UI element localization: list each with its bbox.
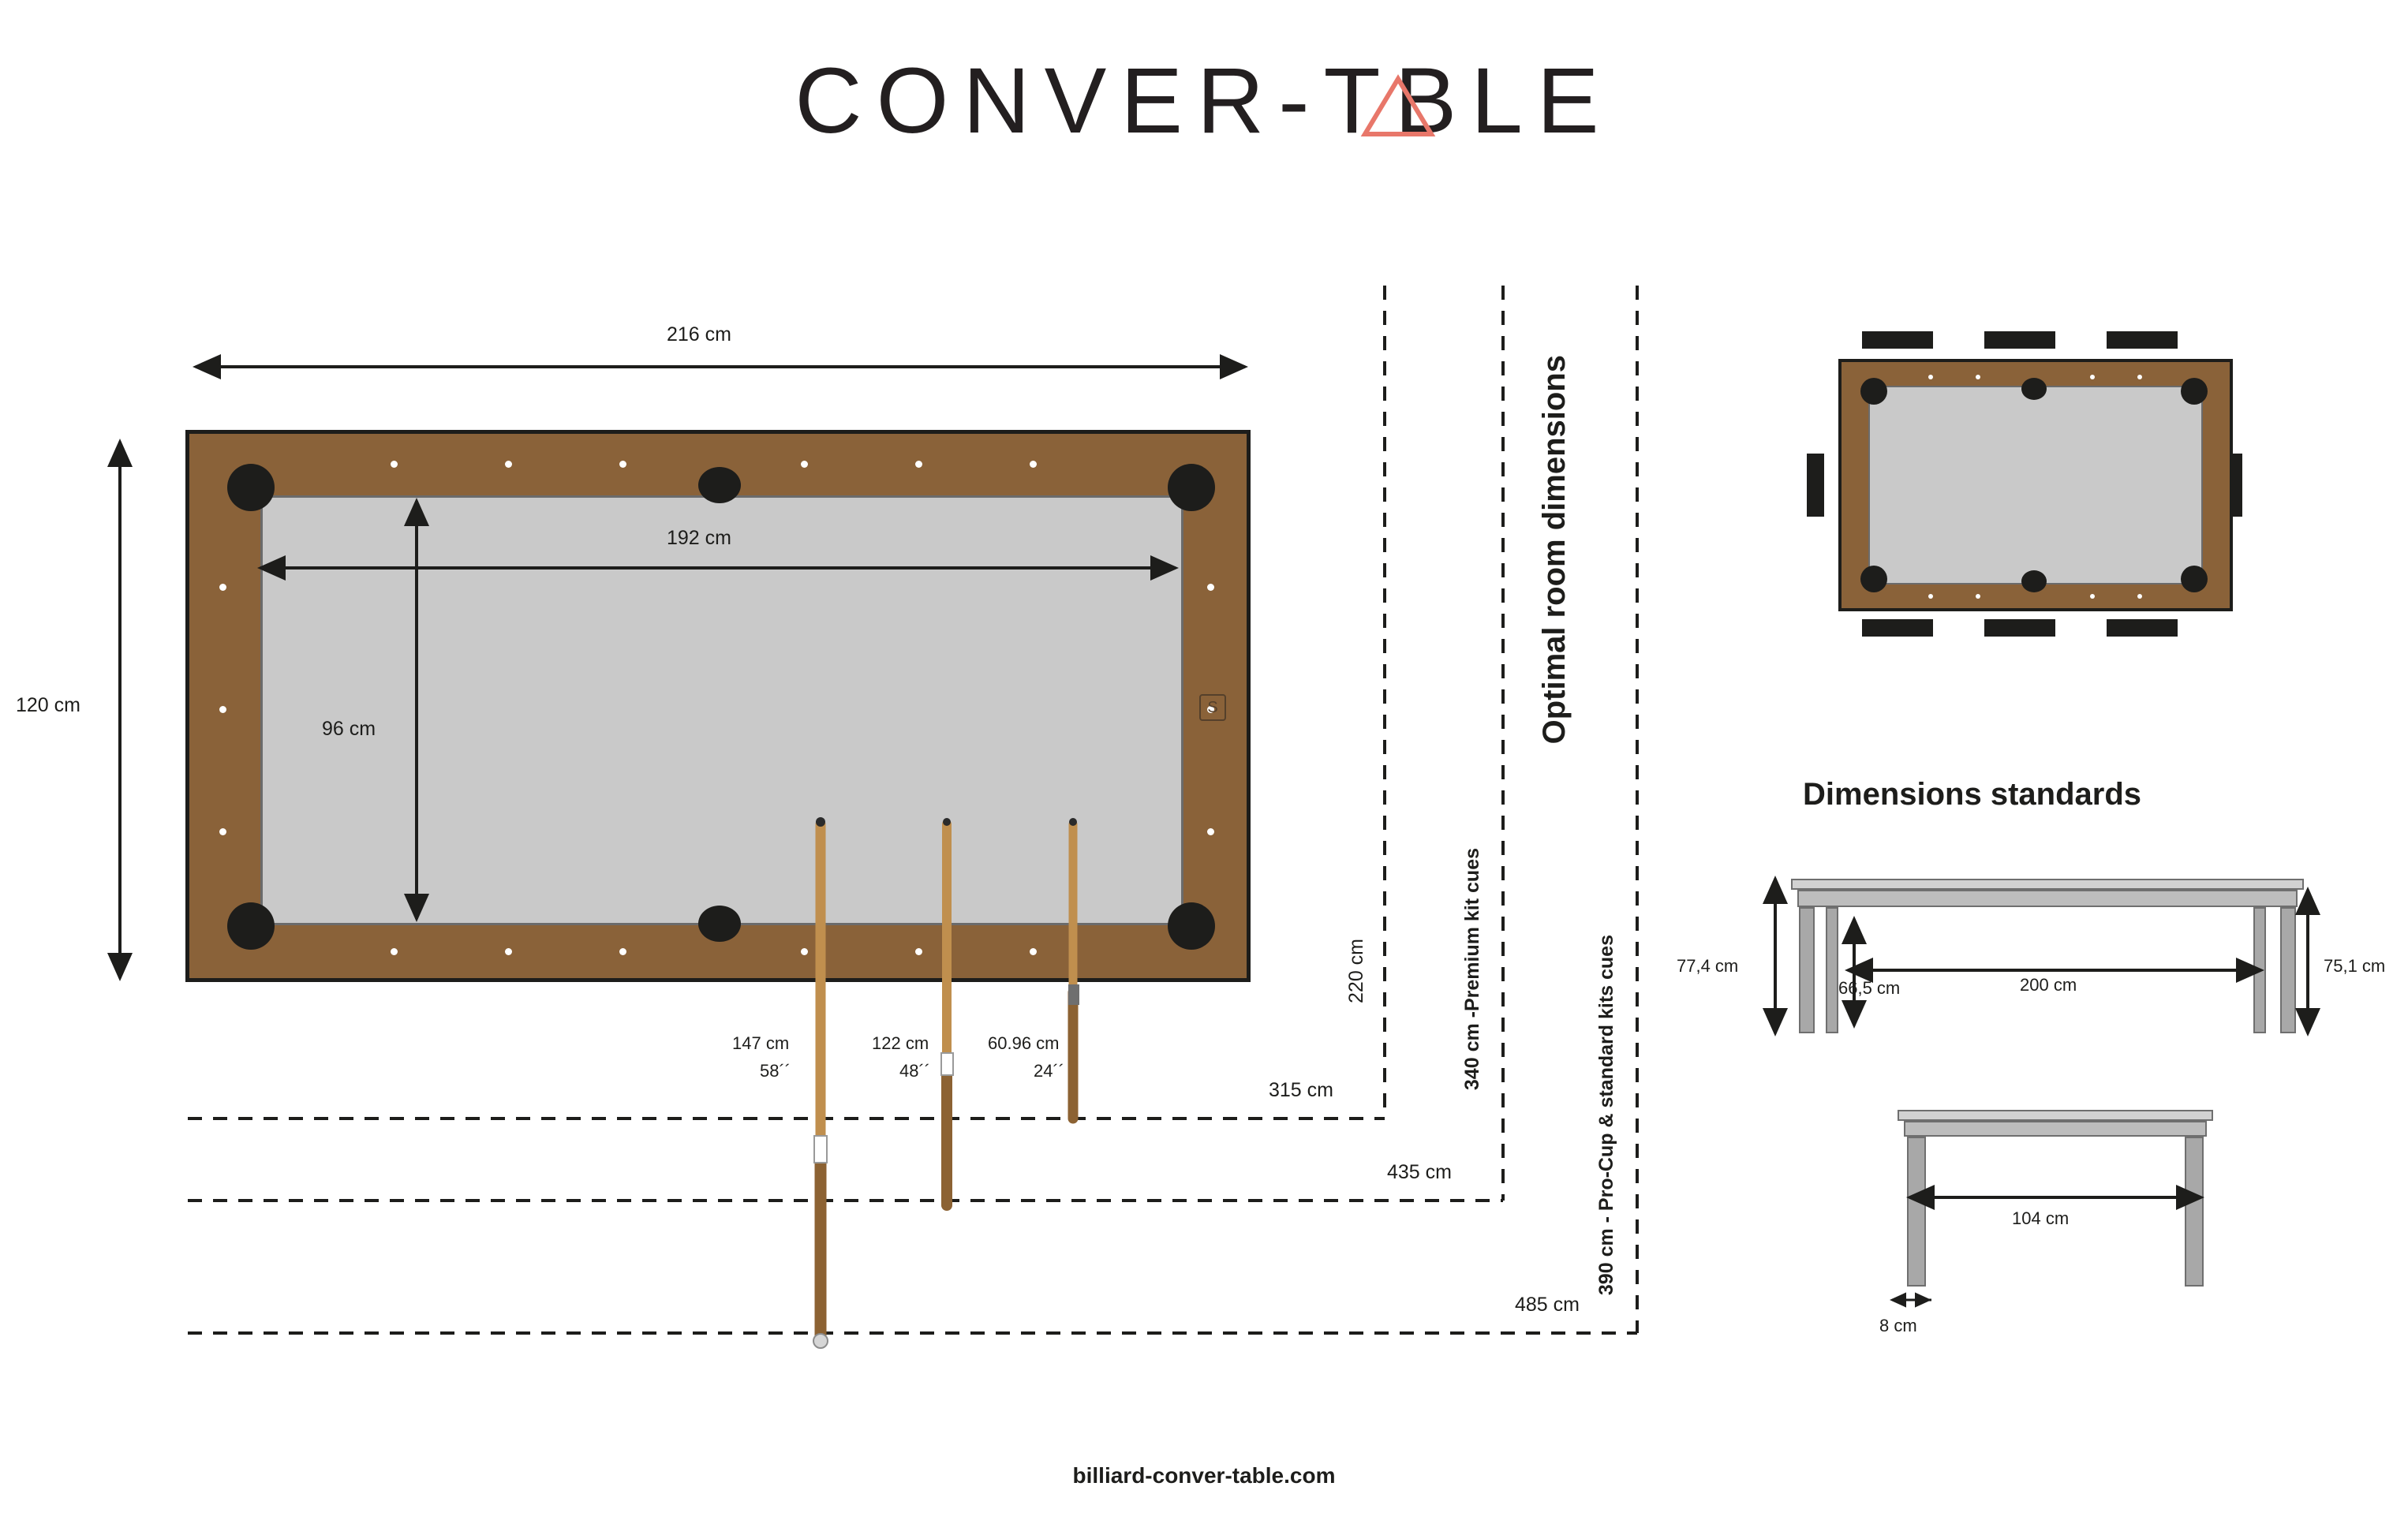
end-view-leg-right	[2185, 1137, 2204, 1287]
pocket-small-top-middle	[2021, 378, 2047, 400]
cue-3-inch: 24´´	[1034, 1061, 1065, 1081]
footer-url[interactable]: billiard-conver-table.com	[1072, 1463, 1336, 1488]
rail-dot	[1928, 375, 1933, 379]
rail-dot	[2090, 375, 2095, 379]
label-room-220: 220 cm	[1345, 939, 1367, 1003]
side-view-leg-right	[2280, 907, 2296, 1033]
label-room-485: 485 cm	[1515, 1294, 1580, 1316]
rail-dot	[915, 461, 922, 468]
pocket-top-right	[1168, 464, 1215, 511]
label-room-315: 315 cm	[1269, 1079, 1333, 1101]
cue-1-inch: 58´´	[760, 1061, 791, 1081]
end-view-apron	[1904, 1121, 2207, 1137]
end-view-top-surface	[1898, 1110, 2213, 1121]
label-playfield-height: 96 cm	[322, 718, 376, 740]
rail-dot	[391, 948, 398, 955]
side-view-top-surface	[1791, 879, 2304, 890]
rail-dot	[801, 948, 808, 955]
title-part-1: CONVER-T	[795, 49, 1395, 153]
rail-dot	[915, 948, 922, 955]
cue-2-inch: 48´´	[899, 1061, 931, 1081]
pocket-small-top-left	[1860, 378, 1887, 405]
pocket-small-bottom-left	[1860, 566, 1887, 592]
side-view-apron	[1797, 890, 2298, 907]
pool-table-playfield	[260, 495, 1183, 925]
rail-dot	[1928, 594, 1933, 599]
pocket-small-bottom-right	[2181, 566, 2208, 592]
rail-dot	[1207, 584, 1214, 591]
pocket-top-middle	[698, 467, 741, 503]
rail-dot	[391, 461, 398, 468]
chair-top-1	[1862, 331, 1933, 349]
label-room-390-procup: 390 cm - Pro-Cup & standard kits cues	[1595, 935, 1617, 1296]
label-side-left-height: 77,4 cm	[1677, 956, 1739, 976]
rail-dot	[219, 706, 226, 713]
label-side-right-height: 75,1 cm	[2324, 956, 2386, 976]
pocket-bottom-middle	[698, 906, 741, 942]
pocket-small-top-right	[2181, 378, 2208, 405]
chair-top-3	[2107, 331, 2178, 349]
chair-bottom-1	[1862, 619, 1933, 637]
optimal-room-dimensions-heading: Optimal room dimensions	[1537, 355, 1572, 745]
page-title	[0, 47, 2408, 155]
pocket-bottom-right	[1168, 902, 1215, 950]
rail-dot	[2137, 375, 2142, 379]
label-table-height: 120 cm	[16, 694, 80, 716]
table-side-view	[1775, 868, 2320, 1049]
side-view-leg-left-inner	[1826, 907, 1838, 1033]
rail-dot	[1030, 948, 1037, 955]
cue-3-cm: 60.96 cm	[988, 1033, 1060, 1053]
table-with-chairs-view	[1799, 316, 2320, 655]
title-part-2: BLE	[1394, 49, 1613, 153]
chair-left	[1807, 454, 1824, 517]
pocket-bottom-left	[227, 902, 275, 950]
rail-dot	[219, 584, 226, 591]
rail-dot	[619, 948, 626, 955]
label-end-width: 104 cm	[2012, 1208, 2070, 1228]
pool-table-small-view	[1838, 359, 2233, 611]
end-view-leg-left	[1907, 1137, 1926, 1287]
side-view-leg-right-inner	[2253, 907, 2266, 1033]
chair-bottom-2	[1984, 619, 2055, 637]
rail-dot	[505, 461, 512, 468]
label-room-435: 435 cm	[1387, 1161, 1452, 1183]
rail-dot	[1207, 828, 1214, 835]
chair-bottom-3	[2107, 619, 2178, 637]
pool-table-top-view	[185, 430, 1251, 982]
cue-1-cm: 147 cm	[732, 1033, 790, 1053]
side-view-leg-left	[1799, 907, 1815, 1033]
rail-dot	[219, 828, 226, 835]
label-side-length: 200 cm	[2020, 975, 2077, 995]
label-leg-thickness: 8 cm	[1879, 1316, 1917, 1335]
label-side-inner-height: 66,5 cm	[1838, 978, 1901, 998]
cue-2-cm: 122 cm	[872, 1033, 929, 1053]
dimensions-standards-heading: Dimensions standards	[1803, 777, 2142, 812]
chair-top-2	[1984, 331, 2055, 349]
label-table-width: 216 cm	[667, 323, 731, 345]
pocket-top-left	[227, 464, 275, 511]
rail-dot	[2137, 594, 2142, 599]
brand-logo-icon: S	[1199, 694, 1226, 721]
pool-table-small-playfield	[1868, 386, 2203, 584]
pocket-small-bottom-middle	[2021, 570, 2047, 592]
rail-dot	[1030, 461, 1037, 468]
rail-dot	[2090, 594, 2095, 599]
table-end-view	[1890, 1100, 2221, 1305]
label-room-340-premium: 340 cm -Premium kit cues	[1461, 848, 1483, 1091]
rail-dot	[1976, 594, 1980, 599]
rail-dot	[619, 461, 626, 468]
label-playfield-width: 192 cm	[667, 527, 731, 549]
rail-dot	[801, 461, 808, 468]
rail-dot	[505, 948, 512, 955]
rail-dot	[1976, 375, 1980, 379]
